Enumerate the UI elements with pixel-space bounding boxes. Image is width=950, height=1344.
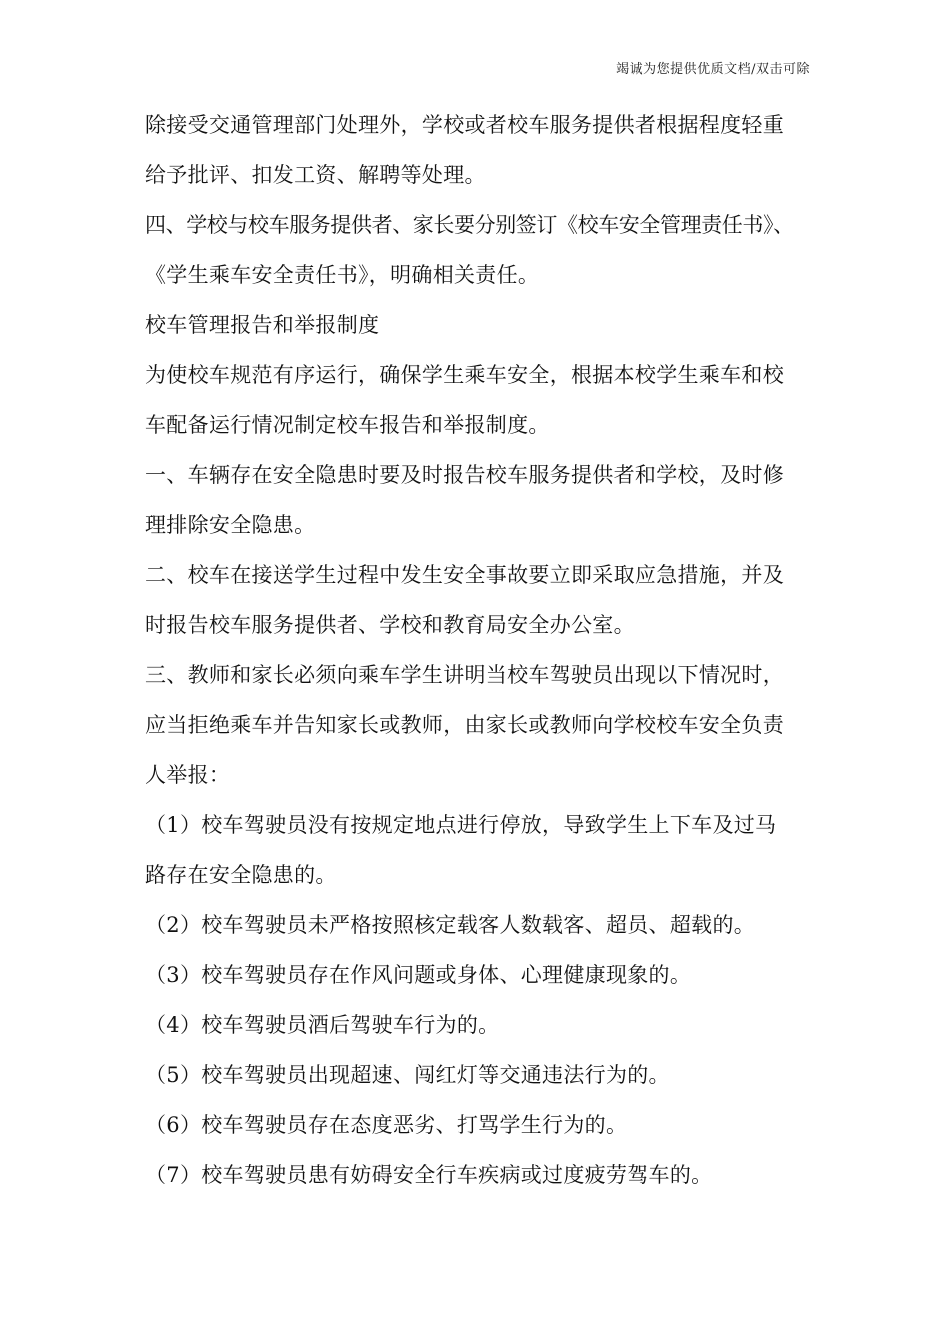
list-item: （7）校车驾驶员患有妨碍安全行车疾病或过度疲劳驾车的。: [145, 1163, 713, 1187]
list-item: （3）校车驾驶员存在作风问题或身体、心理健康现象的。: [145, 963, 692, 987]
text-line: 时报告校车服务提供者、学校和教育局安全办公室。: [145, 613, 635, 637]
text-line: 四、学校与校车服务提供者、家长要分别签订《校车安全管理责任书》、: [145, 213, 794, 237]
text-line: 车配备运行情况制定校车报告和举报制度。: [145, 413, 550, 437]
text-line: 《学生乘车安全责任书》，明确相关责任。: [145, 263, 540, 287]
text-line: 给予批评、扣发工资、解聘等处理。: [145, 163, 486, 187]
list-item: （6）校车驾驶员存在态度恶劣、打骂学生行为的。: [145, 1113, 628, 1137]
text-line: 应当拒绝乘车并告知家长或教师，由家长或教师向学校校车安全负责: [145, 713, 784, 737]
text-line: 一、车辆存在安全隐患时要及时报告校车服务提供者和学校，及时修: [145, 463, 784, 487]
list-item: 路存在安全隐患的。: [145, 863, 337, 887]
text-line: 三、教师和家长必须向乘车学生讲明当校车驾驶员出现以下情况时，: [145, 663, 784, 687]
header-note: 竭诚为您提供优质文档/双击可除: [616, 62, 810, 77]
list-item: （5）校车驾驶员出现超速、闯红灯等交通违法行为的。: [145, 1063, 670, 1087]
text-line: 人举报：: [145, 763, 231, 787]
list-item: （1）校车驾驶员没有按规定地点进行停放，导致学生上下车及过马: [145, 813, 777, 837]
text-line: 为使校车规范有序运行，确保学生乘车安全，根据本校学生乘车和校: [145, 363, 784, 387]
list-item: （4）校车驾驶员酒后驾驶车行为的。: [145, 1013, 500, 1037]
list-item: （2）校车驾驶员未严格按照核定载客人数载客、超员、超载的。: [145, 913, 756, 937]
document-body: [145, 100, 810, 1200]
text-line: 理排除安全隐患。: [145, 513, 316, 537]
text-line: 除接受交通管理部门处理外，学校或者校车服务提供者根据程度轻重: [145, 113, 784, 137]
section-heading: 校车管理报告和举报制度: [145, 313, 380, 337]
text-line: 二、校车在接送学生过程中发生安全事故要立即采取应急措施，并及: [145, 563, 784, 587]
